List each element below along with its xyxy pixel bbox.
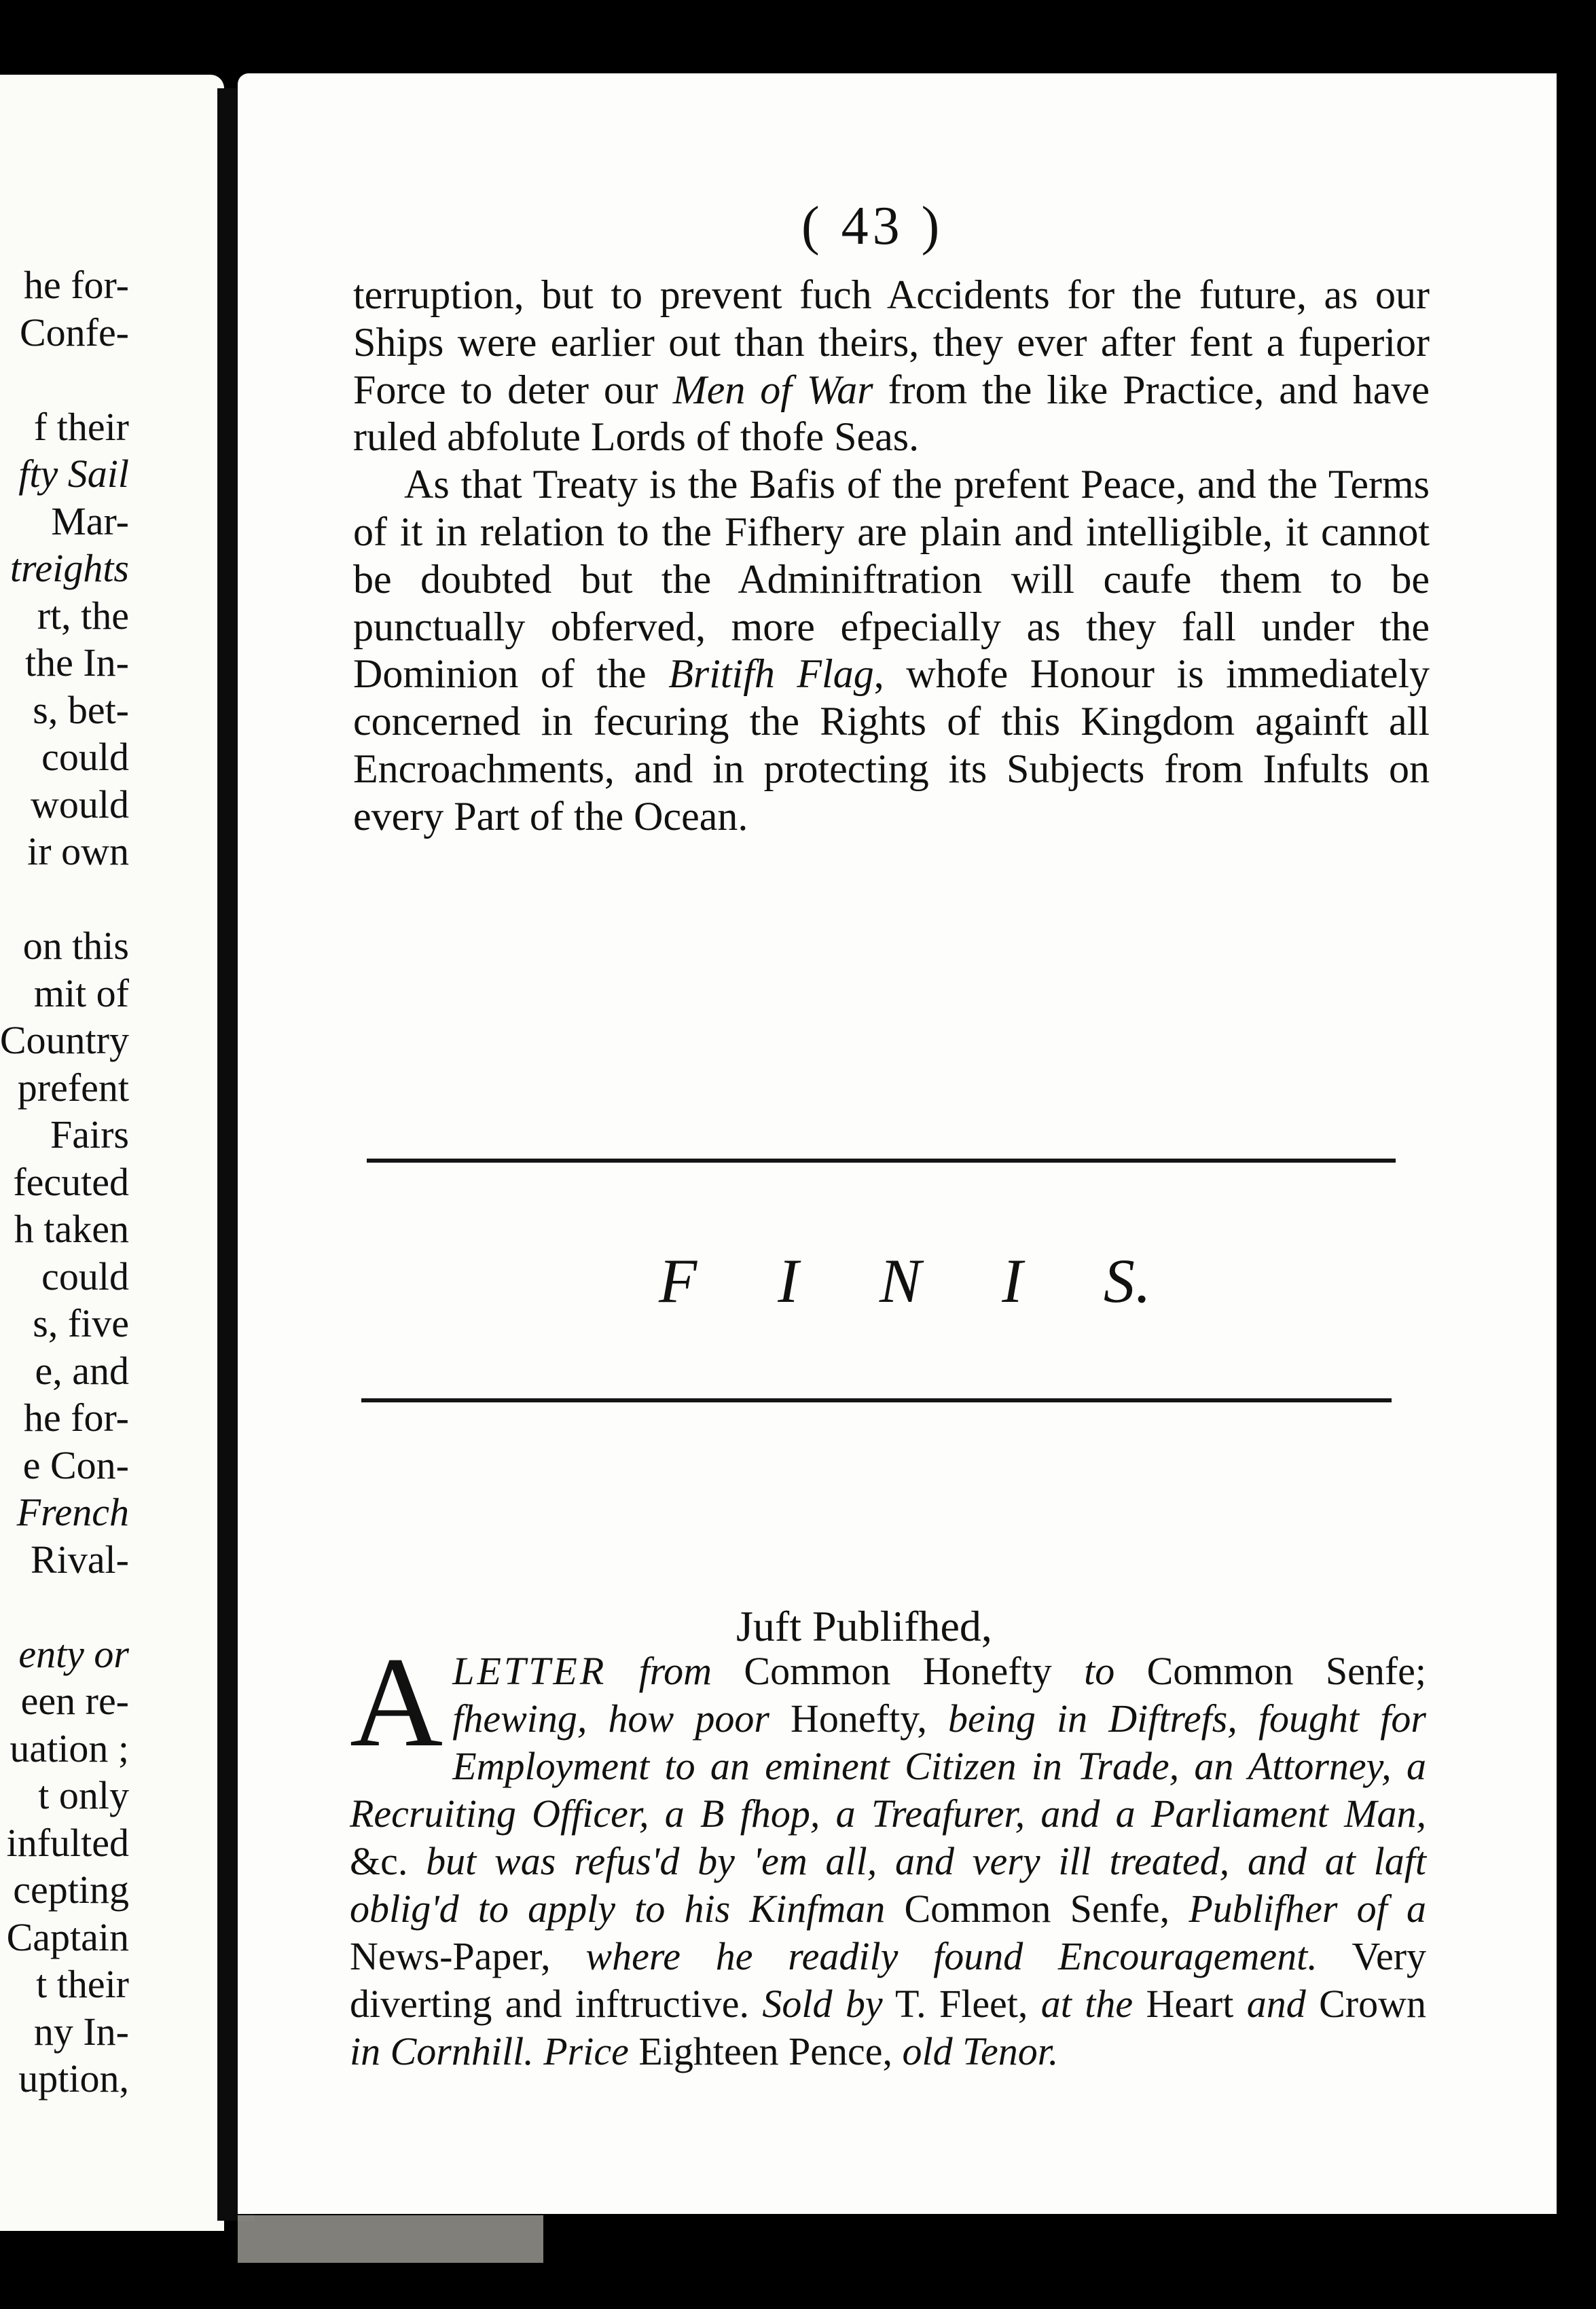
advert-text: Common Honefty bbox=[712, 1649, 1085, 1693]
left-page-line: could bbox=[41, 735, 129, 779]
left-page-line: Fairs bbox=[50, 1112, 129, 1157]
paragraph-1-text-end: from the like Practice, and have ruled abfolute Lords of thofe Seas. bbox=[353, 367, 1430, 460]
left-page-line: e, and bbox=[35, 1348, 129, 1393]
left-page-line: Country bbox=[0, 1018, 129, 1062]
left-page bbox=[0, 75, 224, 2231]
left-page-line: fty Sail bbox=[18, 452, 129, 496]
left-page-line: t their bbox=[36, 1962, 129, 2006]
finis-letter: I bbox=[1002, 1246, 1023, 1315]
left-page-line: Mar- bbox=[51, 498, 129, 543]
left-page-line: on this bbox=[22, 924, 129, 968]
left-page-line bbox=[0, 875, 129, 923]
left-page-line: would bbox=[31, 782, 129, 826]
paragraph-2-italic: Britifh Flag bbox=[668, 651, 874, 697]
advert-text: Publifher of a bbox=[1189, 1887, 1426, 1931]
left-page-line: the In- bbox=[25, 640, 129, 685]
left-page-line: Captain bbox=[6, 1914, 129, 1959]
advert-text: News-Paper, bbox=[350, 1934, 586, 1978]
left-page-line: ny In- bbox=[33, 2009, 129, 2054]
left-page-line: s, five bbox=[33, 1301, 129, 1345]
advert-text: being in Diftrefs, fought for Employment to an eminent Citizen in Trade, an Attorney, a Recruiting Officer, a B fhop, a Treafurer, and a Parliament Man, bbox=[350, 1696, 1426, 1836]
right-page bbox=[238, 73, 1557, 2214]
advert-text: at the bbox=[1040, 1982, 1133, 2026]
left-page-line: French bbox=[16, 1490, 129, 1534]
advert-text: Common Senfe; bbox=[1114, 1649, 1427, 1693]
left-page-line: h taken bbox=[14, 1207, 129, 1251]
left-page-line: s, bet- bbox=[33, 687, 129, 732]
left-page-line: mit of bbox=[33, 970, 129, 1015]
paragraph-1 bbox=[353, 272, 1430, 461]
left-page-line: cepting bbox=[13, 1868, 129, 1912]
left-page-line: uation ; bbox=[10, 1726, 129, 1770]
left-page-line: treights bbox=[10, 546, 129, 590]
page-edge-strip bbox=[238, 2215, 543, 2263]
advert-title: LETTER bbox=[452, 1649, 607, 1693]
left-page-text bbox=[0, 261, 129, 2103]
advert-text: T. Fleet, bbox=[882, 1982, 1041, 2026]
advert-text: where he readily found Encouragement. bbox=[585, 1934, 1318, 1978]
page-number: ( 43 ) bbox=[801, 196, 944, 256]
advert-text: from bbox=[638, 1649, 712, 1693]
left-page-line bbox=[0, 1583, 129, 1631]
left-page-line: rt, the bbox=[37, 593, 129, 638]
advert-text: in Cornhill. Price bbox=[350, 2029, 629, 2073]
advert-text: Crown bbox=[1305, 1982, 1426, 2026]
advert-text: Honefty, bbox=[769, 1696, 948, 1741]
left-page-line: Confe- bbox=[19, 310, 129, 354]
finis-letter: F bbox=[659, 1246, 698, 1315]
advert-text: and bbox=[1246, 1982, 1306, 2026]
advert-text: Heart bbox=[1133, 1982, 1247, 2026]
body-text bbox=[353, 272, 1430, 841]
left-page-line: he for- bbox=[23, 263, 129, 307]
left-page-line: Rival- bbox=[31, 1537, 129, 1582]
advertisement bbox=[350, 1631, 1427, 2075]
advert-text: &c. bbox=[350, 1839, 427, 1883]
left-page-line: uption, bbox=[18, 2056, 129, 2101]
paragraph-1-text: terruption, but to prevent fuch Accidents for the future, as our Ships were earlier out than theirs, they ever after fent a fuperior Force to deter our bbox=[353, 272, 1430, 412]
left-page-line: f their bbox=[33, 404, 129, 449]
advert-text: Eighteen Pence, bbox=[628, 2029, 903, 2073]
finis-letter: I bbox=[778, 1246, 799, 1315]
left-page-line: enty or bbox=[18, 1631, 129, 1676]
advert-text: but was refus'd by 'em all, and very ill treated, and at laft oblig'd to apply to his Kinfman bbox=[350, 1839, 1426, 1931]
advert-text: Sold by bbox=[762, 1982, 883, 2026]
left-page-line: ir own bbox=[27, 829, 129, 873]
horizontal-rule-top bbox=[367, 1159, 1396, 1163]
left-page-line: e Con- bbox=[22, 1442, 129, 1487]
paragraph-1-italic: Men of War bbox=[672, 367, 873, 412]
left-page-line: t only bbox=[38, 1773, 129, 1817]
drop-cap: A bbox=[350, 1631, 443, 1774]
paragraph-2-text-end: , whofe Honour is immediately concerned in fecuring the Rights of this Kingdom againft all Encroachments, and in protecting its Subjects from Infults on every Part of the Ocean. bbox=[353, 651, 1430, 839]
paragraph-2 bbox=[353, 461, 1430, 840]
advert-heading: Juft Publifhed, bbox=[736, 1602, 992, 1650]
left-page-line bbox=[0, 356, 129, 403]
left-page-line: he for- bbox=[23, 1396, 129, 1440]
advert-text: Common Senfe, bbox=[885, 1887, 1189, 1931]
left-page-line: infulted bbox=[6, 1820, 129, 1865]
paragraph-2-text: As that Treaty is the Bafis of the prefent Peace, and the Terms of it in relation to the Fifhery are plain and intelligible, it cannot be doubted but the Adminiftration will caufe them to be punctually obferved, more efpecially as they fall under the Dominion of the bbox=[353, 462, 1430, 697]
finis-heading bbox=[659, 1245, 1152, 1317]
finis-letter: N bbox=[879, 1246, 922, 1315]
left-page-line: een re- bbox=[20, 1679, 129, 1723]
left-page-line: prefent bbox=[17, 1065, 129, 1110]
advert-text: to bbox=[1084, 1649, 1115, 1693]
advert-text: old Tenor. bbox=[902, 2029, 1059, 2073]
left-page-line: fecuted bbox=[13, 1159, 129, 1204]
left-page-line: could bbox=[41, 1254, 129, 1298]
advert-text: Very diverting and inftructive. bbox=[350, 1934, 1427, 2026]
finis-letter: S. bbox=[1103, 1246, 1152, 1315]
horizontal-rule-bottom bbox=[361, 1398, 1392, 1402]
advert-text: fhewing, how poor bbox=[452, 1696, 769, 1741]
